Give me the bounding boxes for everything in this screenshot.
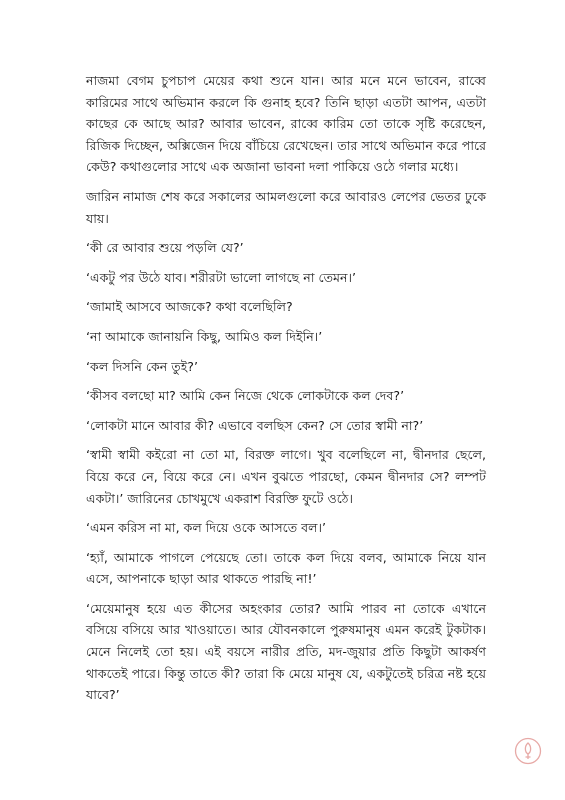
paragraph-dialogue: ‘কল দিসনি কেন তুই?’ bbox=[86, 358, 198, 374]
paragraph-dialogue: ‘মেয়েমানুষ হয়ে এত কীসের অহংকার তোর? আমি পারব না তোকে এখানে বসিয়ে বসিয়ে আর খাওয়াতে। আর যৌবনকালে পুরুষমানুষ এমন করেই টুকটাক। মেনে নিলেই তো হয়। এই বয়সে নারীর প্রতি, মদ-জুয়ার প্রতি কিছুটা আকর্ষণ থাকতেই পারে। কিন্তু তাতে কী? তারা কি মেয়ে মানুষ যে, একটুতেই চরিত্র নষ্ট হয়ে যাবে?’ bbox=[86, 600, 486, 703]
paragraph-dialogue: ‘এমন করিস না মা, কল দিয়ে ওকে আসতে বল।’ bbox=[86, 520, 327, 536]
paragraph-dialogue: ‘স্বামী স্বামী কইরো না তো মা, বিরক্ত লাগে। খুব বলেছিলে না, দ্বীনদার ছেলে, বিয়ে করে নে, বিয়ে করে নে। এখন বুঝতে পারছো, কেমন দ্বীনদার সে? লম্পট একটা।’ জারিনের চোখমুখে একরাশ বিরক্তি ফুটে ওঠে। bbox=[86, 447, 486, 506]
paragraph-dialogue: ‘না আমাকে জানায়নি কিছু, আমিও কল দিইনি।’ bbox=[86, 328, 323, 344]
paragraph-dialogue: ‘লোকটা মানে আবার কী? এভাবে বলছিস কেন? সে তোর স্বামী না?’ bbox=[86, 417, 424, 433]
paragraph-dialogue: ‘হ্যাঁ, আমাকে পাগলে পেয়েছে তো। তাকে কল দিয়ে বলব, আমাকে নিয়ে যান এসে, আপনাকে ছাড়া আর থাকতে পারছি না!’ bbox=[86, 549, 486, 587]
book-page-text bbox=[86, 70, 486, 714]
paragraph-dialogue: ‘কীসব বলছো মা? আমি কেন নিজে থেকে লোকটাকে কল দেব?’ bbox=[86, 388, 405, 404]
paragraph-narration: নাজমা বেগম চুপচাপ মেয়ের কথা শুনে যান। আর মনে মনে ভাবেন, রাব্বে কারিমের সাথে অভিমান করলে কি গুনাহ হবে? তিনি ছাড়া এতটা আপন, এতটা কাছের কে আছে আর? আবার ভাবেন, রাব্বে কারিম তো তাকে সৃষ্টি করেছেন, রিজিক দিচ্ছেন, অক্সিজেন দিয়ে বাঁচিয়ে রেখেছেন। তার সাথে অভিমান করে পারে কেউ? কথাগুলোর সাথে এক অজানা ভাবনা দলা পাকিয়ে ওঠে গলার মধ্যে। bbox=[86, 73, 486, 175]
paragraph-dialogue: ‘জামাই আসবে আজকে? কথা বলেছিলি? bbox=[86, 299, 293, 315]
paragraph-narration: জারিন নামাজ শেষ করে সকালের আমলগুলো করে আবারও লেপের ভেতর ঢুকে যায়। bbox=[86, 188, 486, 226]
paragraph-dialogue: ‘একটু পর উঠে যাব। শরীরটা ভালো লাগছে না তেমন।’ bbox=[86, 269, 357, 285]
publisher-logo-icon bbox=[514, 737, 542, 765]
paragraph-dialogue: ‘কী রে আবার শুয়ে পড়লি যে?’ bbox=[86, 240, 244, 256]
